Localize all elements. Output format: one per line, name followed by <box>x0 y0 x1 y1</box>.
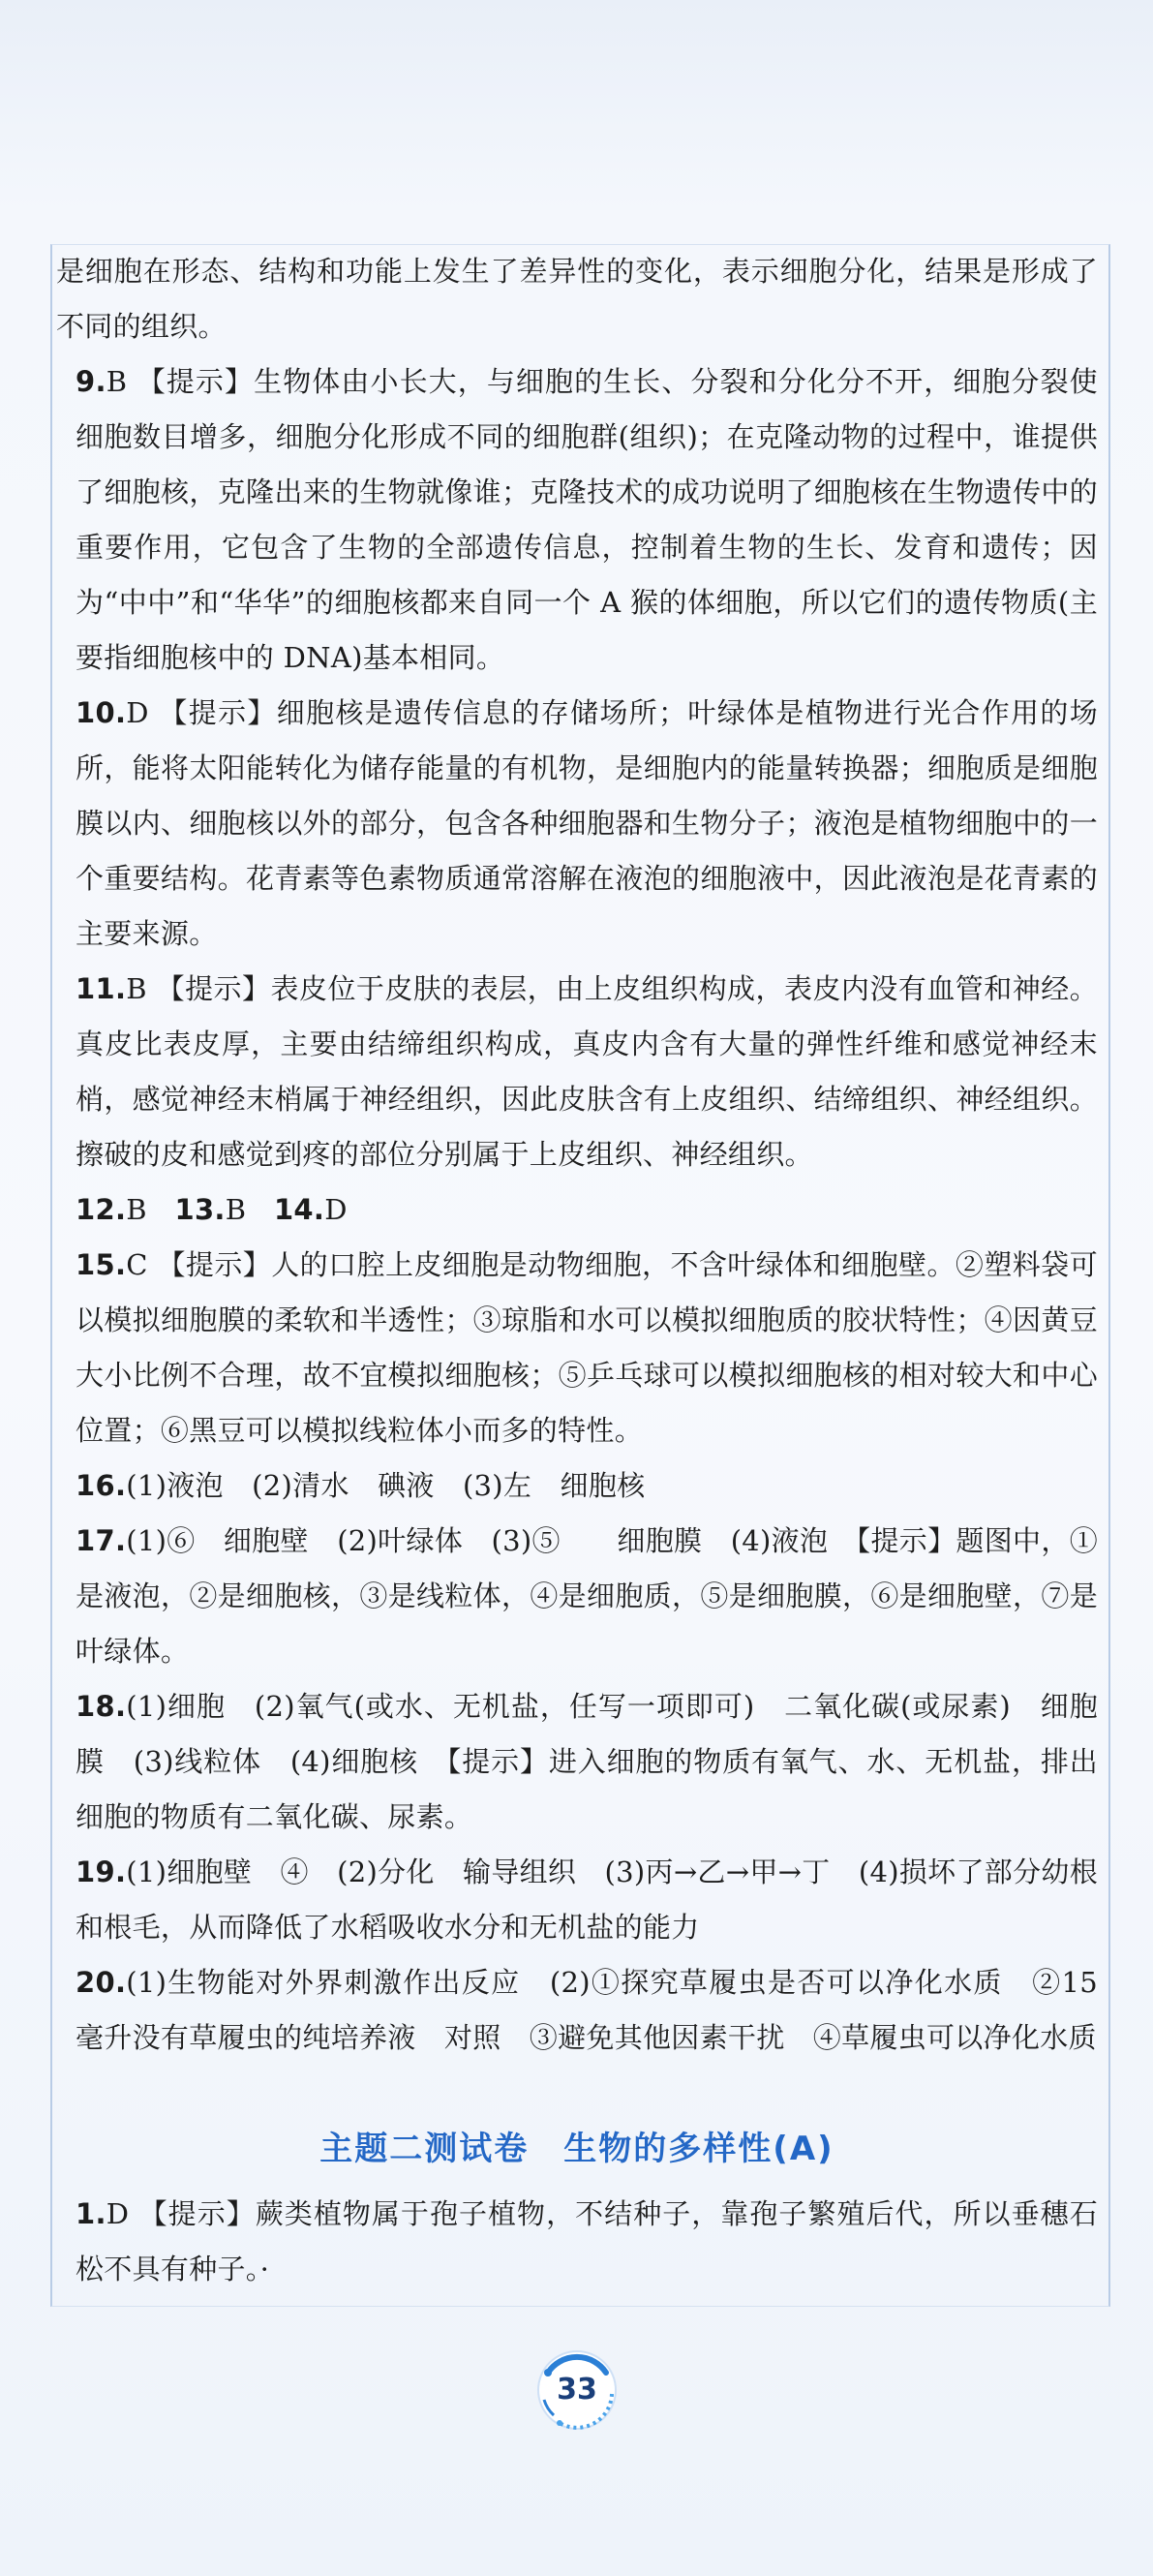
item-number: 12. <box>76 1193 127 1226</box>
item-number: 14. <box>273 1193 325 1226</box>
answer-item-12-14 <box>56 1182 1098 1238</box>
item-explanation: (1)生物能对外界刺激作出反应 (2)①探究草履虫是否可以净化水质 ②15 毫升没有草履虫的纯培养液 对照 ③避免其他因素干扰 ④草履虫可以净化水质 <box>76 1966 1098 2054</box>
item-number: 19. <box>76 1855 127 1888</box>
section-title: 主题二测试卷 生物的多样性(A) <box>319 2130 834 2168</box>
intro-paragraph: 是细胞在形态、结构和功能上发生了差异性的变化，表示细胞分化，结果是形成了不同的组织。 <box>56 255 1098 343</box>
answer-item-20 <box>56 1955 1098 2066</box>
item-number: 18. <box>76 1690 127 1723</box>
item-explanation: (1)细胞 (2)氧气(或水、无机盐，任写一项即可) 二氧化碳(或尿素) 细胞膜 (3)线粒体 (4)细胞核 【提示】进入细胞的物质有氧气、水、无机盐，排出细胞的物质有二氧化碳、尿素。 <box>76 1690 1098 1833</box>
item-explanation: (1)细胞壁 ④ (2)分化 输导组织 (3)丙→乙→甲→丁 (4)损坏了部分幼根和根毛，从而降低了水稻吸收水分和无机盐的能力 <box>76 1855 1098 1944</box>
item-number: 10. <box>76 696 127 729</box>
item-explanation: (1)液泡 (2)清水 碘液 (3)左 细胞核 <box>126 1469 646 1502</box>
item-number: 15. <box>76 1248 127 1281</box>
item-number: 16. <box>76 1469 127 1502</box>
item-number: 9. <box>76 365 106 398</box>
item-number: 20. <box>76 1966 127 1999</box>
answer-item-19 <box>56 1845 1098 1955</box>
item-answer: B <box>126 972 147 1005</box>
item-answer: B <box>126 1193 147 1226</box>
item-answer: B <box>225 1193 247 1226</box>
item-number: 13. <box>174 1193 226 1226</box>
answer-item-11 <box>56 962 1098 1182</box>
item-number: 1. <box>76 2197 106 2230</box>
answer-item-16 <box>56 1458 1098 1514</box>
answer-item-10 <box>56 686 1098 962</box>
item-answer: B <box>106 365 128 398</box>
item-answer: D <box>106 2197 130 2230</box>
item-answer: C <box>126 1248 148 1281</box>
answer-item-17 <box>56 1514 1098 1679</box>
item-explanation: 【提示】细胞核是遗传信息的存储场所；叶绿体是植物进行光合作用的场所，能将太阳能转化为储存能量的有机物，是细胞内的能量转换器；细胞质是细胞膜以内、细胞核以外的部分，包含各种细胞器和生物分子；液泡是植物细胞中的一个重要结构。花青素等色素物质通常溶解在液泡的细胞液中，因此液泡是花青素的主要来源。 <box>76 696 1098 950</box>
page-number-badge <box>531 2344 623 2437</box>
item-answer: D <box>126 696 149 729</box>
item-number: 11. <box>76 972 127 1005</box>
item-explanation: 【提示】表皮位于皮肤的表层，由上皮组织构成，表皮内没有血管和神经。真皮比表皮厚，主要由结缔组织构成，真皮内含有大量的弹性纤维和感觉神经末梢，感觉神经末梢属于神经组织，因此皮肤含有上皮组织、结缔组织、神经组织。擦破的皮和感觉到疼的部位分别属于上皮组织、神经组织。 <box>76 972 1098 1171</box>
answer-item-15 <box>56 1238 1098 1458</box>
item-answer: D <box>324 1193 348 1226</box>
item-explanation: 【提示】生物体由小长大，与细胞的生长、分裂和分化分不开，细胞分裂使细胞数目增多，细胞分化形成不同的细胞群(组织)；在克隆动物的过程中，谁提供了细胞核，克隆出来的生物就像谁；克隆技术的成功说明了细胞核在生物遗传中的重要作用，它包含了生物的全部遗传信息，控制着生物的生长、发育和遗传；因为“中中”和“华华”的细胞核都来自同一个 A 猴的体细胞，所以它们的遗传物质(主要指细胞核中的 DNA)基本相同。 <box>76 365 1098 674</box>
item-number: 17. <box>76 1524 127 1557</box>
answer-content <box>56 244 1098 2297</box>
answer-item-9 <box>56 354 1098 686</box>
section-answer-item-1 <box>56 2187 1098 2297</box>
item-explanation: 【提示】人的口腔上皮细胞是动物细胞，不含叶绿体和细胞壁。②塑料袋可以模拟细胞膜的柔软和半透性；③琼脂和水可以模拟细胞质的胶状特性；④因黄豆大小比例不合理，故不宜模拟细胞核；⑤乒乓球可以模拟细胞核的相对较大和中心位置；⑥黑豆可以模拟线粒体小而多的特性。 <box>76 1248 1098 1447</box>
item-explanation: (1)⑥ 细胞壁 (2)叶绿体 (3)⑤ 细胞膜 (4)液泡 【提示】题图中，①是液泡，②是细胞核，③是线粒体，④是细胞质，⑤是细胞膜，⑥是细胞壁，⑦是叶绿体。 <box>76 1524 1098 1668</box>
answer-item-18 <box>56 1679 1098 1845</box>
page-number: 33 <box>557 2373 597 2407</box>
item-explanation: 【提示】蕨类植物属于孢子植物，不结种子，靠孢子繁殖后代，所以垂穗石松不具有种子。· <box>76 2197 1098 2285</box>
